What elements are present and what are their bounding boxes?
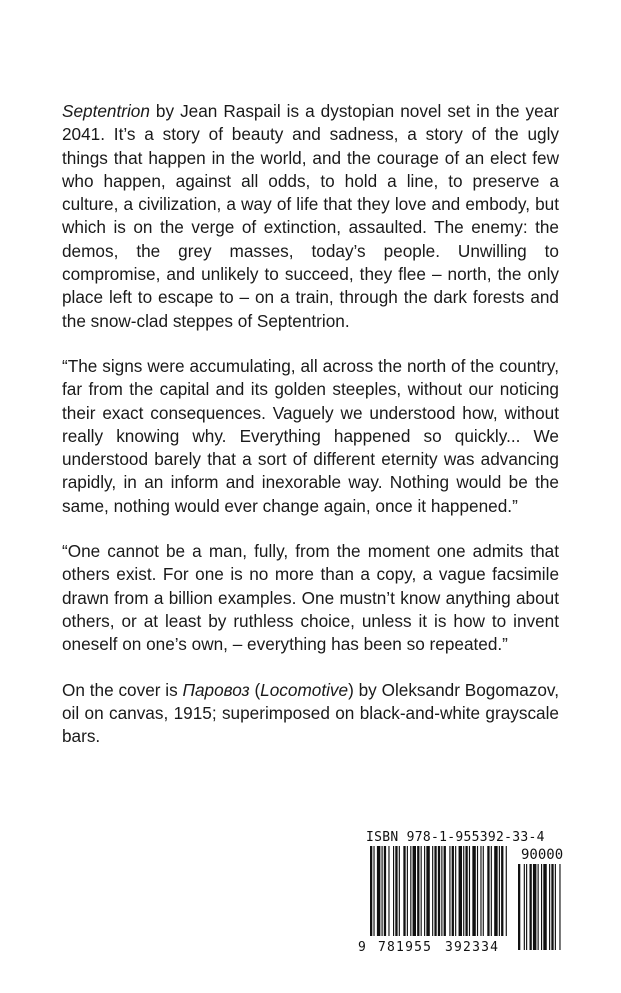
barcode-bar	[487, 846, 489, 936]
barcode-bar	[421, 846, 422, 936]
addon-bar	[549, 864, 550, 950]
barcode-digit-first: 9	[358, 940, 366, 955]
barcode-bar	[382, 846, 383, 936]
barcode-bar	[444, 846, 446, 936]
isbn-barcode	[358, 830, 564, 955]
barcode-bar	[499, 846, 500, 936]
barcode-bar	[452, 846, 454, 936]
isbn-label: ISBN 978-1-955392-33-4	[366, 830, 545, 845]
barcode-bar	[426, 846, 429, 936]
barcode-bar	[463, 846, 464, 936]
addon-bar	[533, 864, 536, 950]
barcode-bar	[494, 846, 497, 936]
description-paragraph: Septentrion by Jean Raspail is a dystopian novel set in the year 2041. It’s a story of beauty and sadness, a story of the ugly things that happen in the world, and the courage of an elect few who happen, against all odds, to hold a line, to preserve a culture, a civilization, a way of life that they love and embody, but which is on the verge of extinction, assaulted. The enemy: the demos, the grey masses, today’s people. Unwilling to compromise, and unlikely to succeed, they flee – north, the only place left to escape to – on a train, through the dark forests and the snow-clad steppes of Septentrion.	[62, 101, 559, 331]
addon-bar	[555, 864, 556, 950]
barcode-bar	[407, 846, 408, 936]
addon-bar	[538, 864, 539, 950]
barcode-bar	[491, 846, 492, 936]
barcode-bar	[449, 846, 450, 936]
barcode-bar	[483, 846, 484, 936]
barcode-bar	[472, 846, 475, 936]
addon-code: 90000	[521, 847, 564, 863]
barcode-bar	[377, 846, 380, 936]
barcode-bar	[417, 846, 419, 936]
barcode-bar	[370, 846, 372, 936]
barcode-bar	[441, 846, 442, 936]
barcode-bar	[399, 846, 400, 936]
barcode-bar	[506, 846, 507, 936]
barcode-bar	[438, 846, 440, 936]
barcode-bars	[358, 830, 564, 955]
cover-credit-paragraph: On the cover is Паровоз (Locomotive) by Oleksandr Bogomazov, oil on canvas, 1915; superimposed on black-and-white grayscale bars.	[62, 679, 559, 747]
barcode-bar	[501, 846, 503, 936]
barcode-digit-group-1: 781955	[378, 940, 433, 955]
barcode-bar	[410, 846, 411, 936]
addon-bar	[524, 864, 525, 950]
barcode-bar	[465, 846, 467, 936]
barcode-bar	[403, 846, 405, 936]
quote-paragraph-2: “One cannot be a man, fully, from the moment one admits that others exist. For one is no more than a copy, a vague facsimile drawn from a billion examples. One mustn’t know anything about others, or at least by ruthless choice, unless it is how to invent oneself on one’s own, – everything has been so repeated.”	[62, 541, 559, 655]
barcode-bar	[413, 846, 416, 936]
addon-bar	[543, 864, 546, 950]
barcode-bar	[388, 846, 389, 936]
barcode-bar	[373, 846, 374, 936]
barcode-bar	[469, 846, 470, 936]
barcode-bar	[393, 846, 394, 936]
barcode-bar	[477, 846, 478, 936]
barcode-bar	[424, 846, 425, 936]
barcode-bar	[434, 846, 436, 936]
barcode-bar	[459, 846, 462, 936]
addon-bar	[541, 864, 542, 950]
barcode-bar	[395, 846, 397, 936]
book-title: Septentrion	[62, 101, 150, 121]
barcode-bar	[480, 846, 481, 936]
barcode-digit-group-2: 392334	[445, 940, 500, 955]
barcode-bar	[455, 846, 456, 936]
addon-bar	[518, 864, 520, 950]
quote-paragraph-1: “The signs were accumulating, all across the north of the country, far from the capital and its golden steeples, without our noticing their exact consequences. Vaguely we understood how, without really knowing why. Everything happened so quickly... We understood barely that a sort of different eternity was advancing rapidly, in an inform and inexorable way. Nothing would be the same, nothing would ever change again, once it happened.”	[62, 355, 559, 516]
addon-bar	[530, 864, 532, 950]
barcode-bar	[432, 846, 433, 936]
barcode-bar	[384, 846, 386, 936]
addon-bar	[551, 864, 553, 950]
back-cover-text	[62, 100, 559, 770]
addon-bar	[526, 864, 527, 950]
addon-bar	[559, 864, 560, 950]
